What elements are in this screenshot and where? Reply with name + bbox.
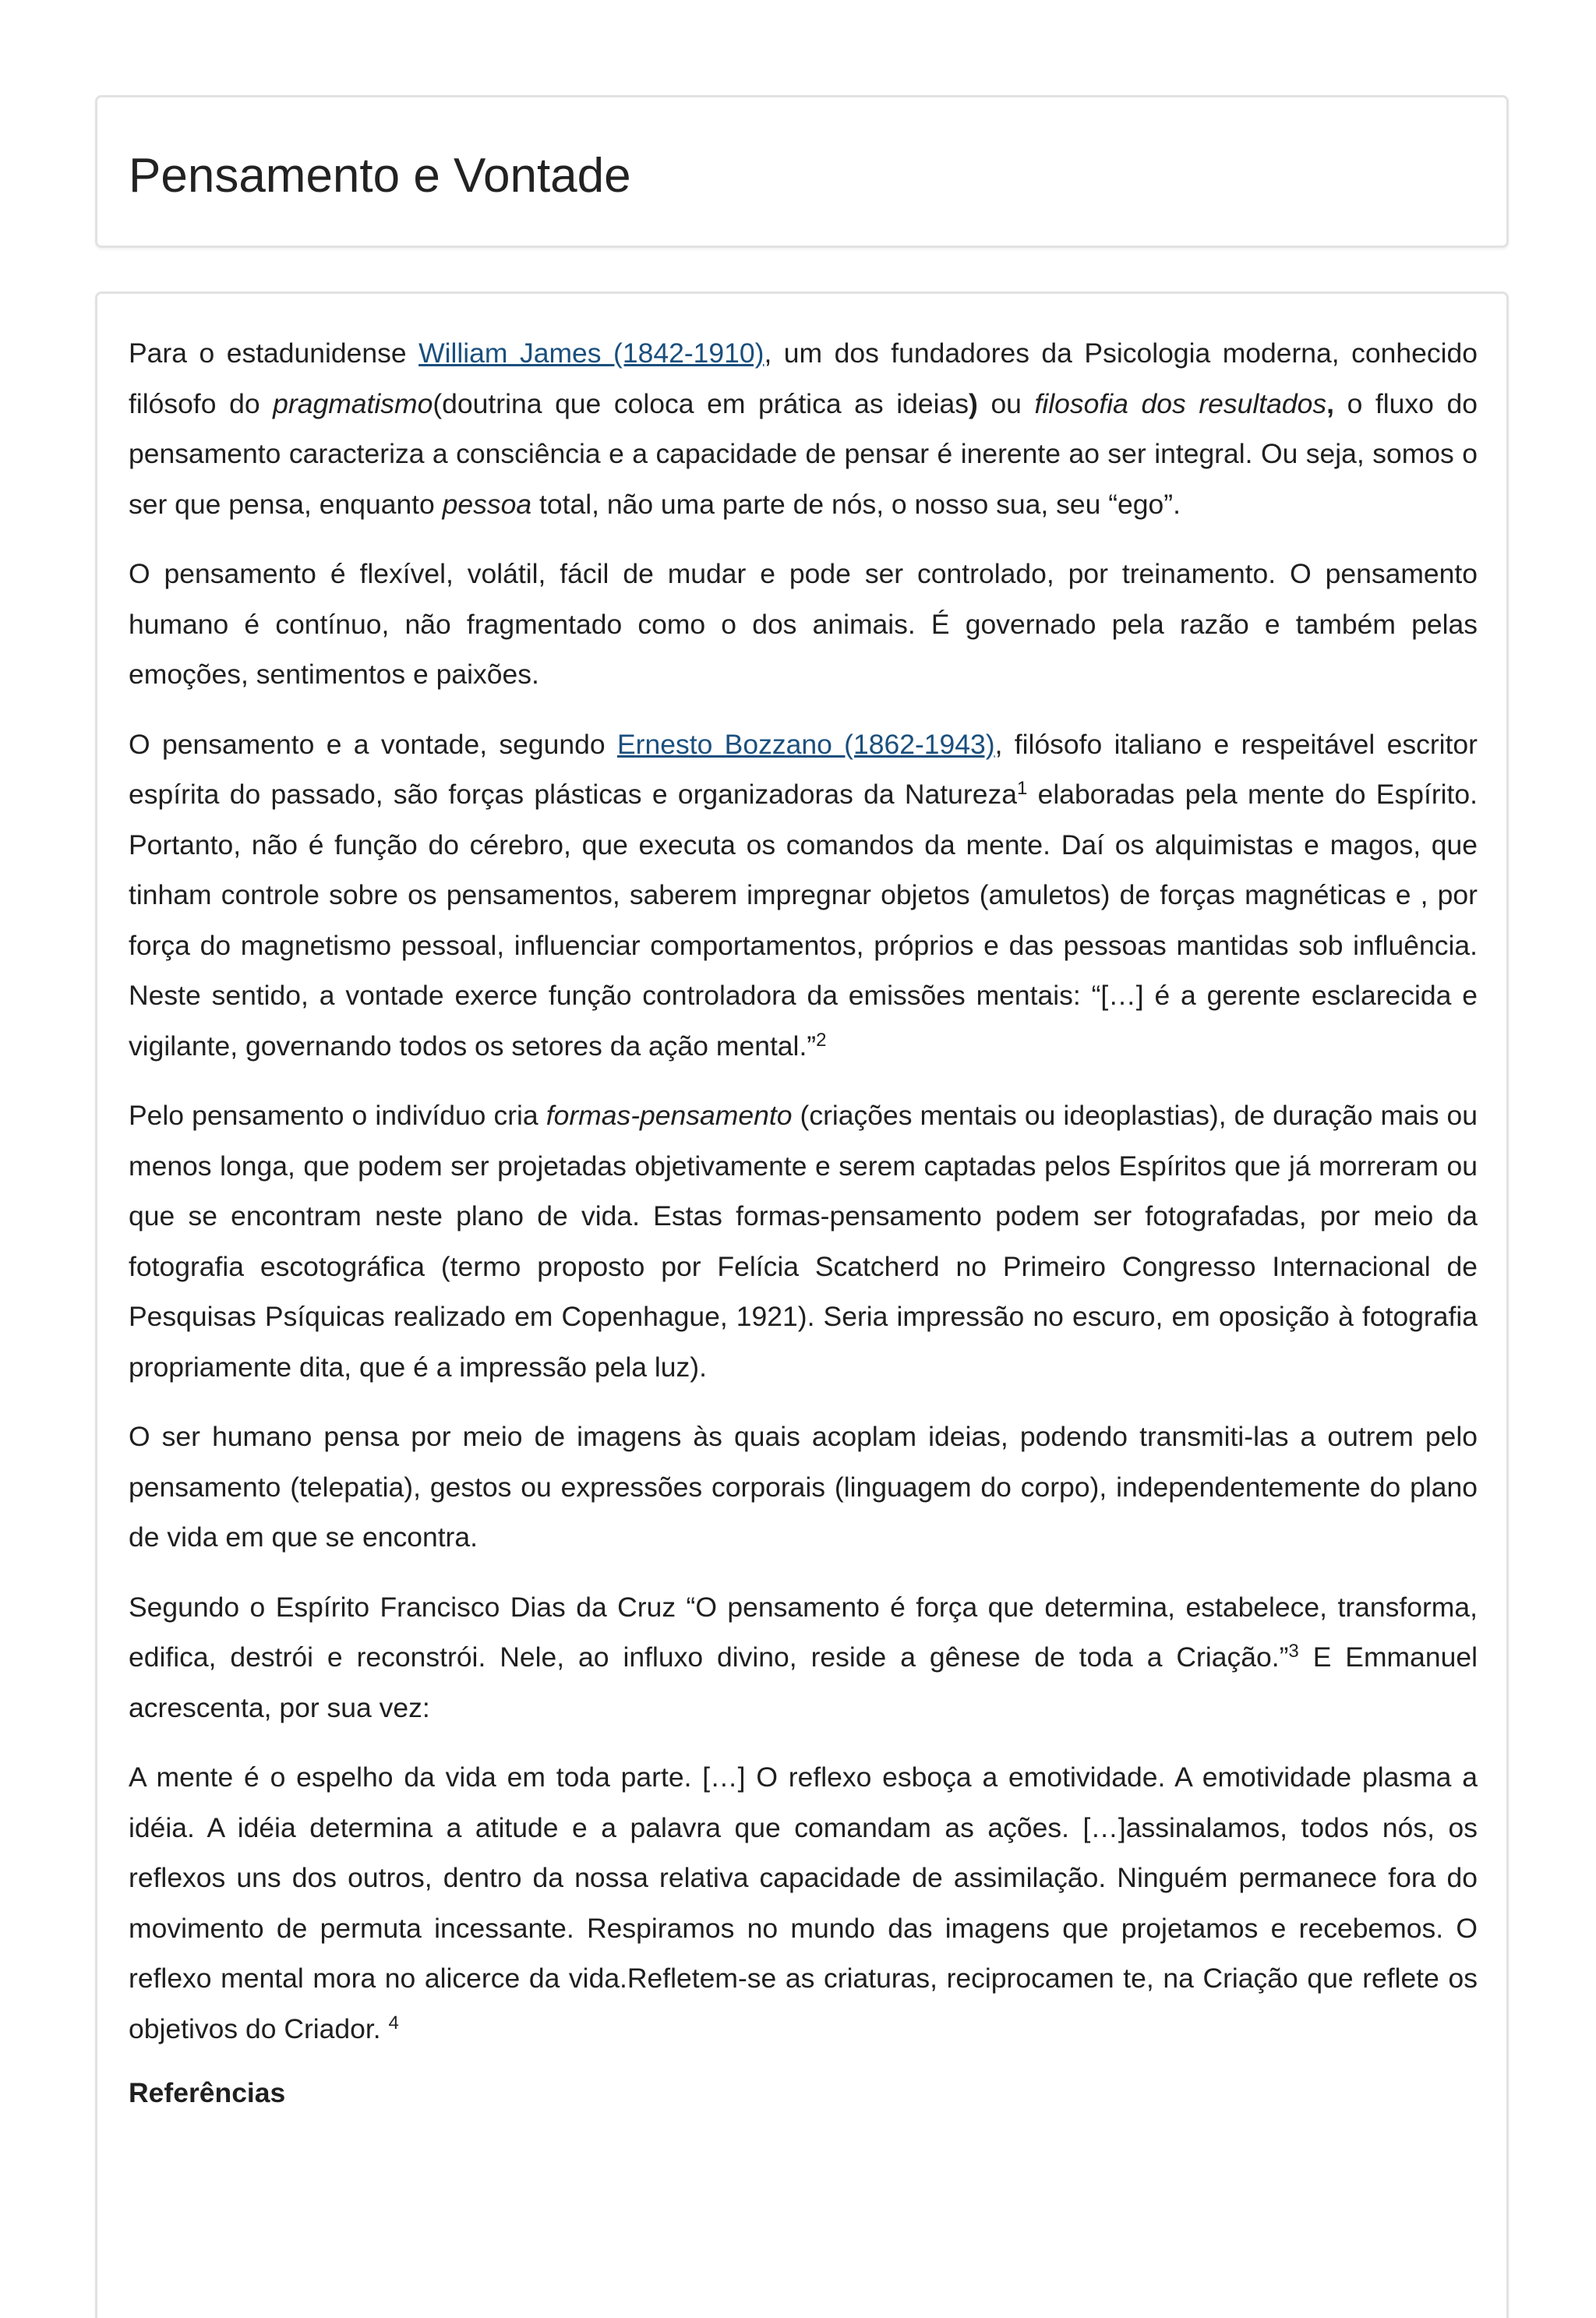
text: O pensamento e a vontade, segundo	[129, 728, 617, 760]
emphasis-text: pessoa	[442, 488, 532, 520]
footnote-ref-4: 4	[388, 2012, 399, 2034]
text: O pensamento é flexível, volátil, fácil de mudar e pode ser controlado, por treinamento. O pensamento humano é contínuo, não fragmentado como o dos animais. É governado pela razão e também pelas emoções, sentimentos e paixões.	[129, 558, 1478, 690]
text: Pelo pensamento o indivíduo cria	[129, 1100, 546, 1131]
text: O ser humano pensa por meio de imagens às quais acoplam ideias, podendo transmiti-las a outrem pelo pensamento (telepatia), gestos ou expressões corporais (linguagem do corpo), independentemente do plano de vida em que se encontra.	[129, 1421, 1478, 1553]
paragraph-3	[129, 719, 1478, 1072]
paragraph-1	[129, 328, 1478, 529]
paragraph-5	[129, 1412, 1478, 1563]
text: Segundo o Espírito Francisco Dias da Cruz “O pensamento é força que determina, estabelece, transforma, edifica, destrói e reconstrói. Nele, ao influxo divino, reside a gênese de toda a Criação.”	[129, 1591, 1478, 1673]
text: , filósofo italiano e respeitável escritor espírita do passado, são forças plásticas e organizadoras da Natureza	[129, 728, 1478, 810]
william-james-link[interactable]: William James (1842-1910)	[418, 337, 764, 369]
text: elaboradas pela mente do Espírito. Portanto, não é função do cérebro, que executa os comandos da mente. Daí os alquimistas e magos, que tinham controle sobre os pensamentos, saberem impregnar objetos (amuletos) de forças magnéticas e , por força do magnetismo pessoal, influenciar comportamentos, próprios e das pessoas mantidas sob influência. Neste sentido, a vontade exerce função controladora da emissões mentais: “[…] é a gerente esclarecida e vigilante, governando todos os setores da ação mental.”	[129, 779, 1478, 1062]
text: , um dos fundadores da Psicologia moderna, conhecido filósofo do	[129, 337, 1478, 419]
paragraph-4	[129, 1090, 1478, 1392]
bold-text: )	[969, 387, 978, 419]
text: Para o estadunidense	[129, 337, 419, 369]
paragraph-6	[129, 1582, 1478, 1733]
footnote-ref-3: 3	[1288, 1641, 1299, 1662]
emphasis-text: pragmatismo	[273, 387, 433, 419]
text: o fluxo do pensamento caracteriza a consciência e a capacidade de pensar é inerente ao ser integral. Ou seja, somos o ser que pensa, enquanto	[129, 387, 1478, 520]
emphasis-text: formas-pensamento	[546, 1100, 793, 1131]
article-body	[95, 292, 1509, 2318]
text: E Emmanuel acrescenta, por sua vez:	[129, 1641, 1478, 1723]
text: ou	[977, 387, 1035, 419]
paragraph-2	[129, 549, 1478, 700]
emphasis-text: filosofia dos resultados	[1034, 387, 1327, 419]
footnote-ref-2: 2	[816, 1029, 827, 1051]
text: A mente é o espelho da vida em toda parte. […] O reflexo esboça a emotividade. A emotividade plasma a idéia. A idéia determina a atitude e a palavra que comandam as ações. […]assinalamos, todos nós, os reflexos uns dos outros, dentro da nossa relativa capacidade de assimilação. Ninguém permanece fora do movimento de permuta incessante. Respiramos no mundo das imagens que projetamos e recebemos. O reflexo mental mora no alicerce da vida.Refletem-se as criaturas, reciprocamen te, na Criação que reflete os objetivos do Criador.	[129, 1761, 1478, 2044]
ernesto-bozzano-link[interactable]: Ernesto Bozzano (1862-1943)	[616, 728, 995, 760]
page-title: Pensamento e Vontade	[129, 149, 631, 203]
references-heading: Referências	[129, 2077, 286, 2108]
article-content	[129, 328, 1478, 2112]
text: total, não uma parte de nós, o nosso sua, seu “ego”.	[531, 488, 1181, 520]
footnote-ref-1: 1	[1016, 778, 1028, 799]
title-card	[95, 95, 1509, 248]
paragraph-7-quote	[129, 1752, 1478, 2054]
text: (criações mentais ou ideoplastias), de duração mais ou menos longa, que podem ser projetadas objetivamente e serem captadas pelos Espíritos que já morreram ou que se encontram neste plano de vida. Estas formas-pensamento podem ser fotografadas, por meio da fotografia escotográfica (termo proposto por Felícia Scatcherd no Primeiro Congresso Internacional de Pesquisas Psíquicas realizado em Copenhague, 1921). Seria impressão no escuro, em oposição à fotografia propriamente dita, que é a impressão pela luz).	[129, 1100, 1478, 1383]
text: (doutrina que coloca em prática as ideias	[433, 387, 969, 419]
bold-text: ,	[1326, 387, 1334, 419]
